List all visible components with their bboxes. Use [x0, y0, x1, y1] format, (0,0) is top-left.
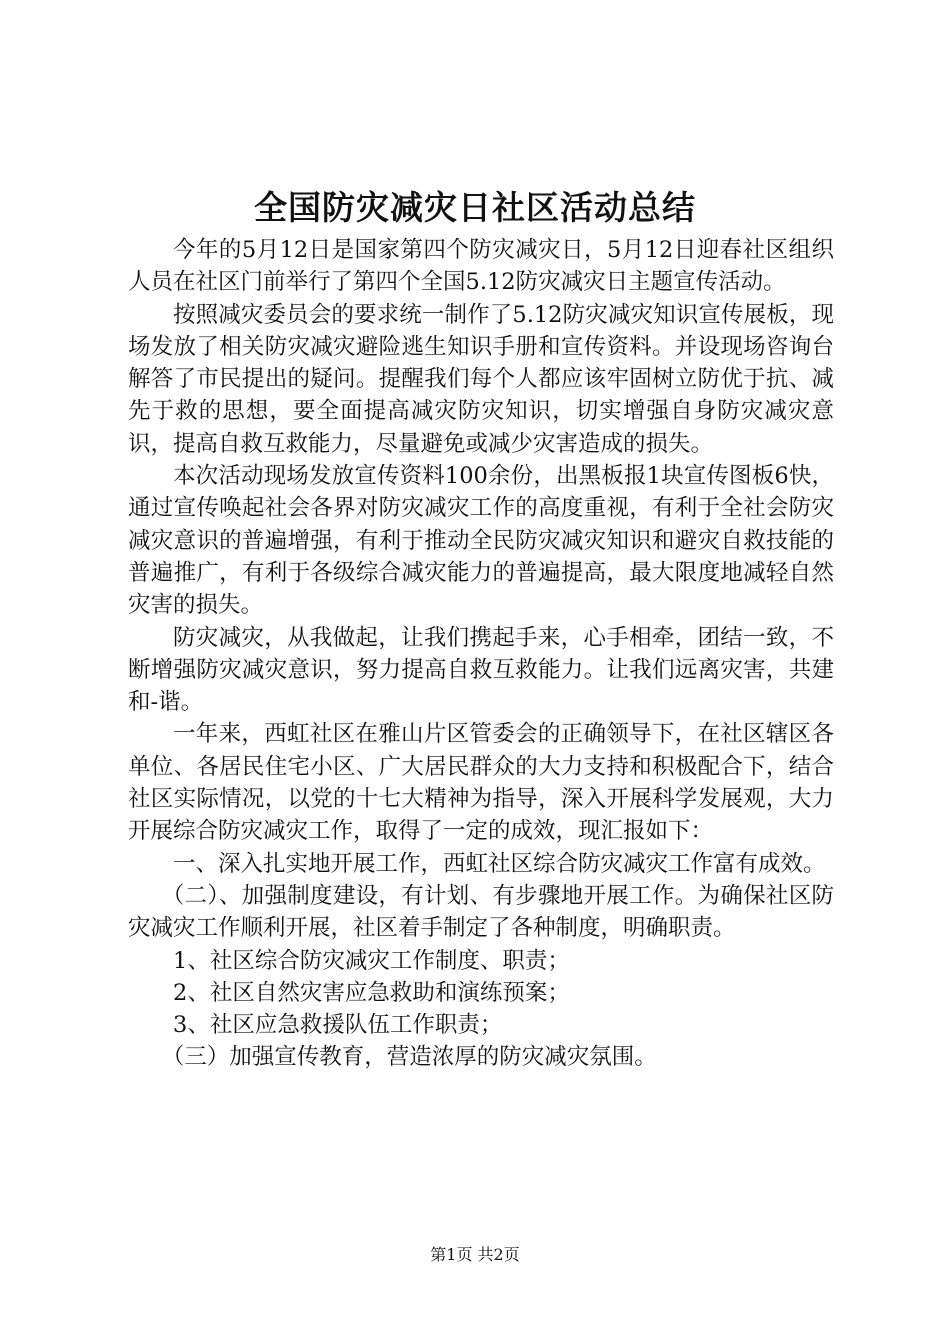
paragraph-section-one: 一、深入扎实地开展工作，西虹社区综合防灾减灾工作富有成效。 [173, 850, 826, 877]
document-body [128, 234, 834, 1074]
document-title: 全国防灾减灾日社区活动总结 [254, 188, 696, 227]
paragraph-section-three: （三）加强宣传教育，营造浓厚的防灾减灾氛围。 [161, 1044, 657, 1071]
paragraph-year-review: 一年来，西虹社区在雅山片区管委会的正确领导下，在社区辖区各单位、各居民住宅小区、广大居民群众的大力支持和积极配合下，结合社区实际情况，以党的十七大精神为指导，深入开展科学发展观，大力开展综合防灾减灾工作，取得了一定的成效，现汇报如下： [128, 721, 834, 845]
paragraph-materials: 本次活动现场发放宣传资料100余份，出黑板报1块宣传图板6快，通过宣传唤起社会各界对防灾减灾工作的高度重视，有利于全社会防灾减灾意识的普遍增强，有利于推动全民防灾减灾知识和避灾自救技能的普遍推广，有利于各级综合减灾能力的普遍提高，最大限度地减轻自然灾害的损失。 [128, 463, 834, 619]
paragraph-exhibition: 按照减灾委员会的要求统一制作了5.12防灾减灾知识宣传展板，现场发放了相关防灾减灾避险逃生知识手册和宣传资料。并设现场咨询台解答了市民提出的疑问。提醒我们每个人都应该牢固树立防优于抗、减先于救的思想，要全面提高减灾防灾知识，切实增强自身防灾减灾意识，提高自救互救能力，尽量避免或减少灾害造成的损失。 [128, 301, 834, 457]
list-item-2: 2、社区自然灾害应急救助和演练预案； [173, 979, 570, 1006]
list-item-3: 3、社区应急救援队伍工作职责； [173, 1012, 503, 1039]
paragraph-intro: 今年的5月12日是国家第四个防灾减灾日，5月12日迎春社区组织人员在社区门前举行了第四个全国5.12防灾减灾日主题宣传活动。 [128, 237, 834, 296]
paragraph-section-two: （二）、加强制度建设，有计划、有步骤地开展工作。为确保社区防灾减灾工作顺利开展，社区着手制定了各种制度，明确职责。 [128, 882, 834, 942]
list-item-1: 1、社区综合防灾减灾工作制度、职责； [173, 947, 570, 974]
page-number-footer: 第1页 共2页 [430, 1245, 520, 1264]
paragraph-call-to-action: 防灾减灾，从我做起，让我们携起手来，心手相牵，团结一致，不断增强防灾减灾意识，努力提高自救互救能力。让我们远离灾害，共建和-谐。 [128, 624, 834, 716]
